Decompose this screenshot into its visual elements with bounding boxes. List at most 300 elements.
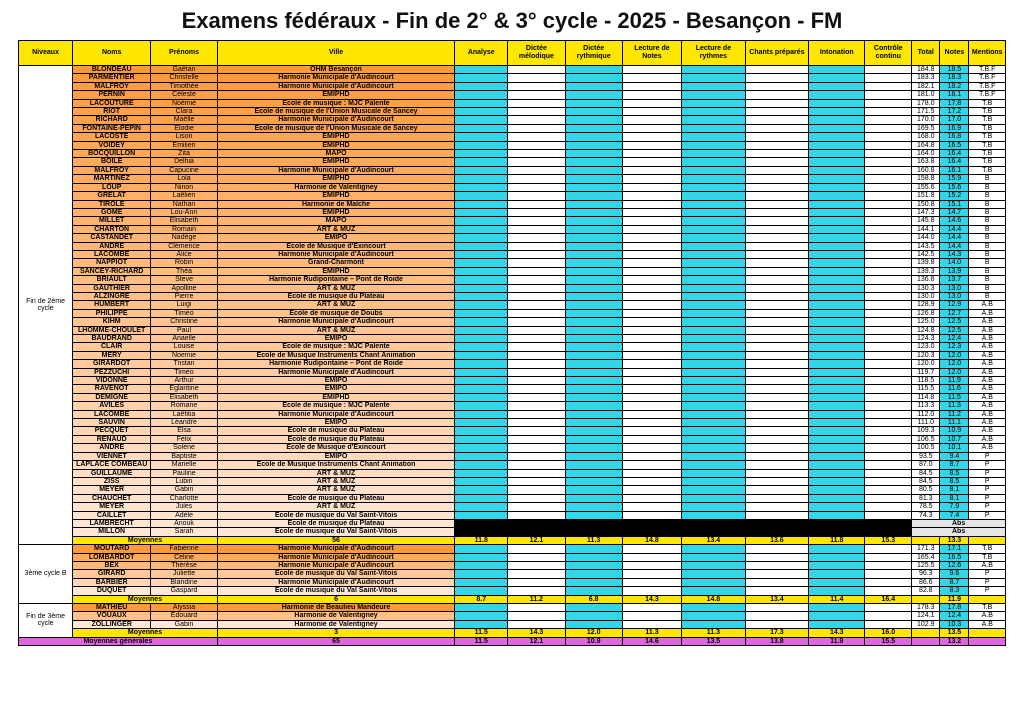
- firstname-cell: Céleste: [151, 91, 218, 99]
- mention-cell: P: [969, 511, 1006, 519]
- score-cell: [565, 200, 622, 208]
- name-cell: NAPPIOT: [73, 259, 151, 267]
- score-cell: [455, 385, 508, 393]
- score-cell: [455, 427, 508, 435]
- score-cell: [682, 343, 746, 351]
- score-cell: [682, 477, 746, 485]
- note-cell: 11.2: [940, 410, 969, 418]
- score-cell: [809, 133, 865, 141]
- score-cell: [565, 419, 622, 427]
- score-cell: [622, 166, 681, 174]
- score-cell: [809, 351, 865, 359]
- general-average-cell: 14.6: [622, 637, 681, 645]
- table-row: [19, 284, 1006, 292]
- mention-cell: B: [969, 225, 1006, 233]
- table-row: [19, 561, 1006, 569]
- name-cell: VOUAUX: [73, 612, 151, 620]
- note-cell: 15.6: [940, 183, 969, 191]
- score-cell: [455, 217, 508, 225]
- score-cell: [865, 486, 912, 494]
- mention-cell: P: [969, 503, 1006, 511]
- note-cell: 10.7: [940, 435, 969, 443]
- total-cell: 93.5: [912, 452, 940, 460]
- score-cell: [565, 461, 622, 469]
- score-cell: [622, 553, 681, 561]
- column-header: Chants préparés: [745, 41, 809, 66]
- school-cell: Harmonie de Valentigney: [217, 612, 454, 620]
- score-cell: [455, 435, 508, 443]
- table-row: [19, 225, 1006, 233]
- score-cell: [622, 494, 681, 502]
- level-cell: Fin de 3ème cycle: [19, 604, 73, 638]
- score-cell: [622, 486, 681, 494]
- score-cell: [565, 393, 622, 401]
- total-cell: 74.3: [912, 511, 940, 519]
- firstname-cell: Romain: [151, 225, 218, 233]
- score-cell: [682, 250, 746, 258]
- note-cell: 8.7: [940, 578, 969, 586]
- name-cell: VIENNET: [73, 452, 151, 460]
- mention-cell: A.B: [969, 385, 1006, 393]
- score-cell: [455, 116, 508, 124]
- score-cell: [809, 116, 865, 124]
- mention-cell: A.B: [969, 561, 1006, 569]
- score-cell: [508, 368, 565, 376]
- score-cell: [565, 587, 622, 595]
- score-cell: [809, 444, 865, 452]
- school-cell: Ecole de musique du Plateau: [217, 292, 454, 300]
- school-cell: ART & MUZ: [217, 486, 454, 494]
- score-cell: [565, 368, 622, 376]
- score-cell: [809, 570, 865, 578]
- mention-cell: Abs: [912, 519, 1006, 527]
- total-cell: 124.1: [912, 612, 940, 620]
- name-cell: CHAUCHET: [73, 494, 151, 502]
- score-cell: [508, 393, 565, 401]
- name-cell: LACOMBE: [73, 410, 151, 418]
- firstname-cell: Alice: [151, 250, 218, 258]
- name-cell: SANCEY-RICHARD: [73, 267, 151, 275]
- score-cell: [745, 402, 809, 410]
- score-cell: [809, 435, 865, 443]
- score-cell: [565, 343, 622, 351]
- score-cell: [809, 553, 865, 561]
- name-cell: RIOT: [73, 108, 151, 116]
- score-cell: [865, 192, 912, 200]
- name-cell: TIROLE: [73, 200, 151, 208]
- table-row: [19, 511, 1006, 519]
- general-average-cell: [912, 637, 940, 645]
- score-cell: [682, 141, 746, 149]
- score-cell: [565, 175, 622, 183]
- score-cell: [745, 435, 809, 443]
- firstname-cell: Anouk: [151, 519, 218, 527]
- note-cell: 14.6: [940, 217, 969, 225]
- total-cell: 109.3: [912, 427, 940, 435]
- score-cell: [745, 267, 809, 275]
- score-cell: [682, 82, 746, 90]
- score-cell: [682, 158, 746, 166]
- score-cell: [809, 561, 865, 569]
- score-cell: [865, 385, 912, 393]
- score-cell: [809, 545, 865, 553]
- score-cell: [565, 133, 622, 141]
- score-cell: [508, 385, 565, 393]
- mention-cell: A.B: [969, 620, 1006, 628]
- score-cell: [508, 124, 565, 132]
- score-cell: [622, 335, 681, 343]
- score-cell: [745, 553, 809, 561]
- note-cell: 17.8: [940, 604, 969, 612]
- school-cell: Harmonie Municipale d'Audincourt: [217, 410, 454, 418]
- score-cell: [809, 66, 865, 74]
- score-cell: [622, 82, 681, 90]
- note-cell: 13.0: [940, 292, 969, 300]
- column-header: Dictée rythmique: [565, 41, 622, 66]
- school-cell: Harmonie Municipale d'Audincourt: [217, 553, 454, 561]
- table-row: [19, 192, 1006, 200]
- score-cell: [745, 259, 809, 267]
- table-row: [19, 82, 1006, 90]
- score-cell: [508, 351, 565, 359]
- score-cell: [455, 452, 508, 460]
- score-cell: [508, 259, 565, 267]
- note-cell: 11.6: [940, 385, 969, 393]
- mention-cell: A.B: [969, 427, 1006, 435]
- score-cell: [809, 612, 865, 620]
- score-cell: [455, 377, 508, 385]
- score-cell: [682, 91, 746, 99]
- score-cell: [622, 217, 681, 225]
- score-cell: [745, 469, 809, 477]
- score-cell: [745, 368, 809, 376]
- total-cell: 113.3: [912, 402, 940, 410]
- score-cell: [565, 528, 622, 536]
- score-cell: [745, 612, 809, 620]
- score-cell: [622, 528, 681, 536]
- total-cell: 178.3: [912, 604, 940, 612]
- total-cell: 182.1: [912, 82, 940, 90]
- mention-cell: B: [969, 208, 1006, 216]
- average-cell: 14.3: [622, 595, 681, 603]
- note-cell: 14.3: [940, 250, 969, 258]
- score-cell: [565, 192, 622, 200]
- total-cell: 144.0: [912, 234, 940, 242]
- mention-cell: B: [969, 175, 1006, 183]
- mention-cell: A.B: [969, 351, 1006, 359]
- score-cell: [622, 368, 681, 376]
- score-cell: [865, 183, 912, 191]
- name-cell: HUMBERT: [73, 301, 151, 309]
- firstname-cell: Laëlien: [151, 192, 218, 200]
- score-cell: [745, 292, 809, 300]
- score-cell: [865, 335, 912, 343]
- score-cell: [455, 578, 508, 586]
- score-cell: [745, 309, 809, 317]
- table-row: [19, 292, 1006, 300]
- score-cell: [682, 604, 746, 612]
- firstname-cell: Paul: [151, 326, 218, 334]
- firstname-cell: Capucine: [151, 166, 218, 174]
- note-cell: 8.5: [940, 477, 969, 485]
- column-header: Mentions: [969, 41, 1006, 66]
- note-cell: 11.9: [940, 377, 969, 385]
- score-cell: [455, 91, 508, 99]
- score-cell: [508, 175, 565, 183]
- score-cell: [809, 335, 865, 343]
- score-cell: [622, 276, 681, 284]
- score-cell: [508, 217, 565, 225]
- table-row: [19, 124, 1006, 132]
- page-title: Examens fédéraux - Fin de 2° & 3° cycle - 2025 - Besançon - FM: [181, 8, 843, 33]
- name-cell: BOILE: [73, 158, 151, 166]
- score-cell: [682, 620, 746, 628]
- score-cell: [508, 99, 565, 107]
- table-row: [19, 208, 1006, 216]
- score-cell: [565, 124, 622, 132]
- score-cell: [809, 309, 865, 317]
- note-cell: 11.3: [940, 402, 969, 410]
- note-cell: 12.0: [940, 360, 969, 368]
- score-cell: [745, 343, 809, 351]
- total-cell: 123.0: [912, 343, 940, 351]
- name-cell: BLONDEAU: [73, 66, 151, 74]
- total-cell: 143.5: [912, 242, 940, 250]
- score-cell: [745, 393, 809, 401]
- score-cell: [682, 553, 746, 561]
- score-cell: [809, 276, 865, 284]
- mention-cell: A.B: [969, 419, 1006, 427]
- firstname-cell: Pauline: [151, 469, 218, 477]
- score-cell: [565, 427, 622, 435]
- firstname-cell: Elisabeth: [151, 217, 218, 225]
- score-cell: [455, 503, 508, 511]
- average-cell: 13.3: [940, 536, 969, 544]
- table-row: [19, 133, 1006, 141]
- total-cell: 155.6: [912, 183, 940, 191]
- score-cell: [565, 503, 622, 511]
- name-cell: LOUP: [73, 183, 151, 191]
- table-row: [19, 351, 1006, 359]
- score-cell: [508, 208, 565, 216]
- school-cell: Ecole de musique du Plateau: [217, 519, 454, 527]
- table-row: [19, 604, 1006, 612]
- name-cell: BEX: [73, 561, 151, 569]
- score-cell: [455, 561, 508, 569]
- score-cell: [565, 82, 622, 90]
- score-cell: [745, 318, 809, 326]
- table-row: [19, 620, 1006, 628]
- score-cell: [455, 368, 508, 376]
- score-cell: [682, 166, 746, 174]
- score-cell: [622, 150, 681, 158]
- general-averages-row: [19, 637, 1006, 645]
- score-cell: [682, 309, 746, 317]
- score-cell: [508, 461, 565, 469]
- column-header: Lecture de rythmes: [682, 41, 746, 66]
- score-cell: [622, 503, 681, 511]
- column-header: Noms: [73, 41, 151, 66]
- school-cell: EMIPO: [217, 234, 454, 242]
- table-row: [19, 116, 1006, 124]
- note-cell: 15.2: [940, 192, 969, 200]
- score-cell: [508, 91, 565, 99]
- note-cell: 8.1: [940, 486, 969, 494]
- score-cell: [508, 612, 565, 620]
- score-cell: [682, 242, 746, 250]
- mention-cell: T.B: [969, 166, 1006, 174]
- total-cell: 84.5: [912, 469, 940, 477]
- score-cell: [455, 351, 508, 359]
- score-cell: [865, 166, 912, 174]
- name-cell: MEYER: [73, 486, 151, 494]
- score-cell: [565, 494, 622, 502]
- note-cell: 16.5: [940, 553, 969, 561]
- score-cell: [865, 545, 912, 553]
- score-cell: [508, 469, 565, 477]
- score-cell: [809, 368, 865, 376]
- school-cell: EMIPO: [217, 335, 454, 343]
- score-cell: [508, 225, 565, 233]
- score-cell: [865, 141, 912, 149]
- score-cell: [682, 267, 746, 275]
- firstname-cell: Ninon: [151, 183, 218, 191]
- score-cell: [809, 486, 865, 494]
- score-cell: [745, 217, 809, 225]
- average-cell: 13.6: [745, 536, 809, 544]
- mention-cell: T.B: [969, 604, 1006, 612]
- averages-row: [19, 536, 1006, 544]
- school-cell: Ecole de musique : MJC Palente: [217, 402, 454, 410]
- note-cell: 12.9: [940, 301, 969, 309]
- score-cell: [455, 301, 508, 309]
- score-cell: [865, 91, 912, 99]
- score-cell: [682, 99, 746, 107]
- score-cell: [455, 477, 508, 485]
- score-cell: [508, 183, 565, 191]
- table-row: [19, 578, 1006, 586]
- average-cell: 14.3: [809, 629, 865, 637]
- score-cell: [809, 225, 865, 233]
- score-cell: [622, 141, 681, 149]
- score-cell: [565, 377, 622, 385]
- score-cell: [622, 326, 681, 334]
- score-cell: [809, 175, 865, 183]
- mention-cell: A.B: [969, 318, 1006, 326]
- total-cell: 136.8: [912, 276, 940, 284]
- score-cell: [565, 217, 622, 225]
- score-cell: [809, 208, 865, 216]
- total-cell: 86.6: [912, 578, 940, 586]
- score-cell: [809, 217, 865, 225]
- firstname-cell: Noémie: [151, 99, 218, 107]
- name-cell: ANDRE: [73, 242, 151, 250]
- score-cell: [565, 604, 622, 612]
- score-cell: [455, 66, 508, 74]
- score-cell: [745, 82, 809, 90]
- score-cell: [865, 66, 912, 74]
- score-cell: [682, 192, 746, 200]
- firstname-cell: Delhia: [151, 158, 218, 166]
- general-average-cell: 13.2: [940, 637, 969, 645]
- average-cell: 6.8: [565, 595, 622, 603]
- total-cell: 125.5: [912, 561, 940, 569]
- mention-cell: A.B: [969, 612, 1006, 620]
- score-cell: [809, 318, 865, 326]
- score-cell: [622, 192, 681, 200]
- note-cell: 17.1: [940, 545, 969, 553]
- score-cell: [865, 150, 912, 158]
- table-row: [19, 166, 1006, 174]
- score-cell: [865, 528, 912, 536]
- firstname-cell: Maëlle: [151, 116, 218, 124]
- score-cell: [682, 225, 746, 233]
- score-cell: [865, 284, 912, 292]
- score-cell: [455, 528, 508, 536]
- score-cell: [865, 511, 912, 519]
- score-cell: [622, 427, 681, 435]
- score-cell: [565, 519, 622, 527]
- score-cell: [865, 234, 912, 242]
- firstname-cell: Baptiste: [151, 452, 218, 460]
- score-cell: [508, 292, 565, 300]
- score-cell: [455, 393, 508, 401]
- note-cell: 7.4: [940, 511, 969, 519]
- total-cell: 150.8: [912, 200, 940, 208]
- note-cell: 12.0: [940, 351, 969, 359]
- score-cell: [565, 276, 622, 284]
- score-cell: [809, 519, 865, 527]
- firstname-cell: Clara: [151, 108, 218, 116]
- score-cell: [622, 74, 681, 82]
- firstname-cell: Solène: [151, 444, 218, 452]
- column-header: Analyse: [455, 41, 508, 66]
- score-cell: [622, 242, 681, 250]
- score-cell: [745, 183, 809, 191]
- score-cell: [865, 477, 912, 485]
- score-cell: [682, 578, 746, 586]
- name-cell: LACOUTURE: [73, 99, 151, 107]
- score-cell: [622, 444, 681, 452]
- score-cell: [565, 74, 622, 82]
- table-row: [19, 377, 1006, 385]
- table-row: [19, 234, 1006, 242]
- score-cell: [865, 259, 912, 267]
- score-cell: [745, 587, 809, 595]
- table-row: [19, 150, 1006, 158]
- total-cell: 112.0: [912, 410, 940, 418]
- mention-cell: B: [969, 259, 1006, 267]
- mention-cell: T.B: [969, 150, 1006, 158]
- school-cell: Harmonie Municipale d'Audincourt: [217, 578, 454, 586]
- table-row: [19, 393, 1006, 401]
- note-cell: 16.4: [940, 150, 969, 158]
- name-cell: LACOMBE: [73, 250, 151, 258]
- score-cell: [809, 343, 865, 351]
- school-cell: Ecole de musique de Doubs: [217, 309, 454, 317]
- firstname-cell: Jules: [151, 503, 218, 511]
- mention-cell: B: [969, 292, 1006, 300]
- score-cell: [809, 267, 865, 275]
- firstname-cell: Clémence: [151, 242, 218, 250]
- score-cell: [622, 419, 681, 427]
- score-cell: [865, 461, 912, 469]
- score-cell: [508, 503, 565, 511]
- note-cell: 13.7: [940, 276, 969, 284]
- score-cell: [455, 511, 508, 519]
- average-cell: 11.4: [809, 595, 865, 603]
- firstname-cell: Gaspard: [151, 587, 218, 595]
